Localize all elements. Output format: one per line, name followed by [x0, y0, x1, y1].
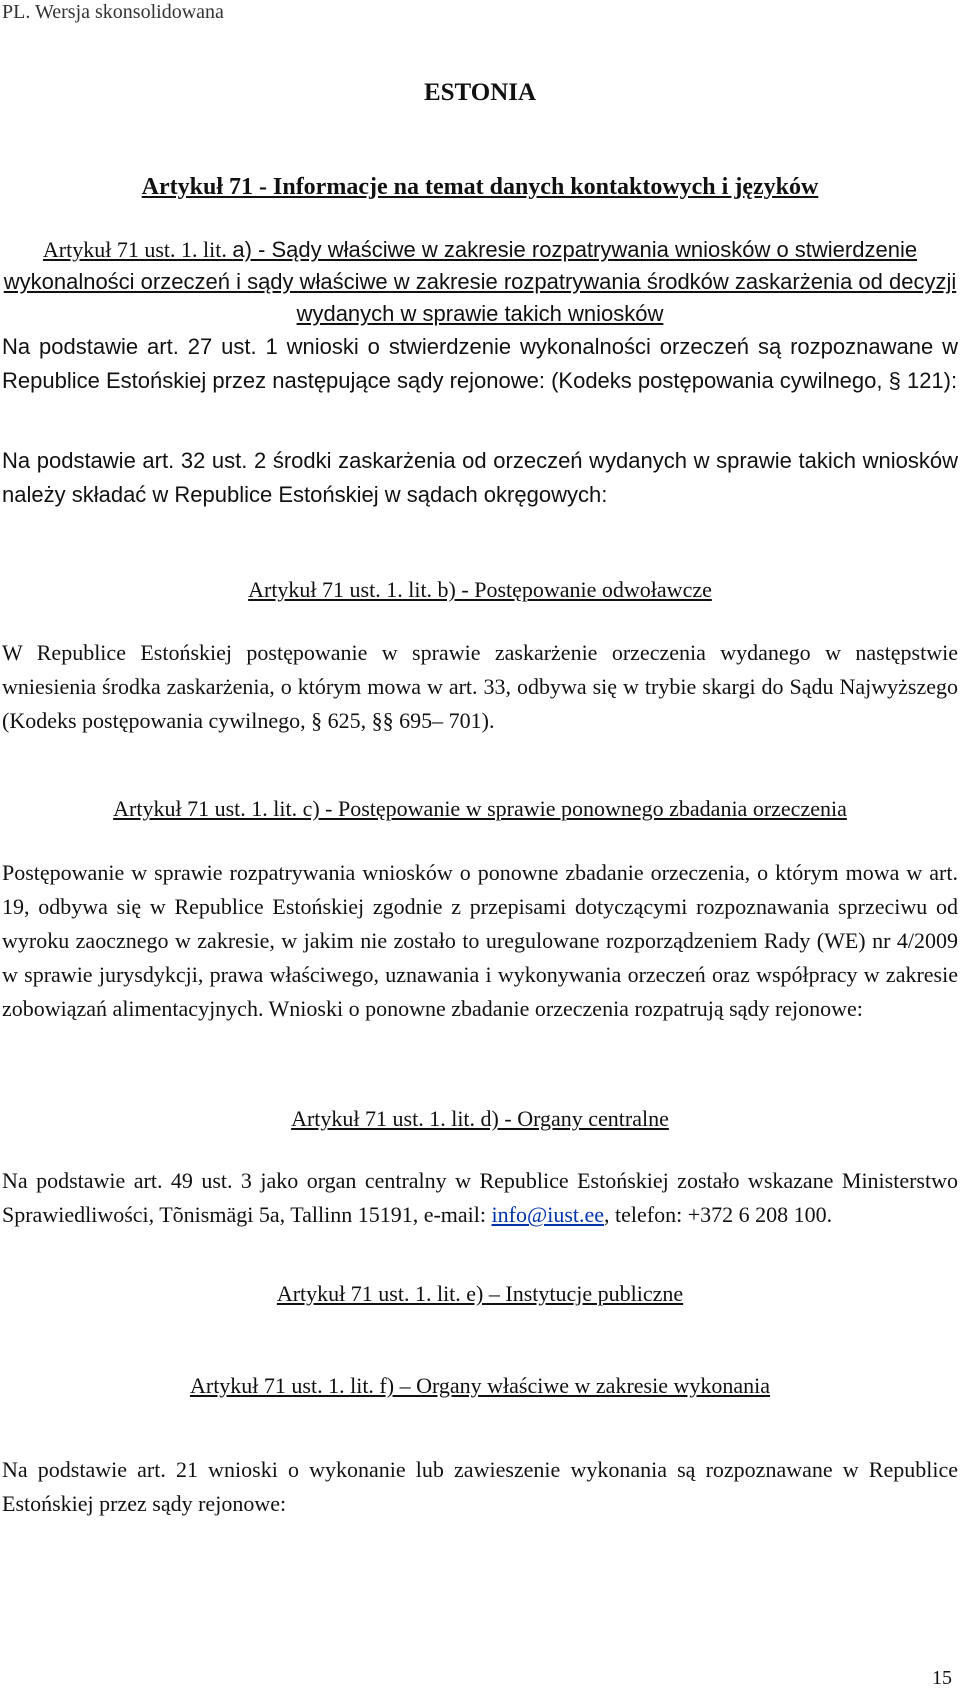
main-heading: Artykuł 71 - Informacje na temat danych kontaktowych i języków	[141, 174, 819, 200]
section-a-heading-rest: a) - Sądy właściwe w zakresie rozpatrywania wniosków o stwierdzenie wykonalności orzeczeń i sądy właściwe w zakresie rozpatrywania środków zaskarżenia od decyzji wydanych w sprawie takich wniosków	[3, 237, 957, 326]
section-d-paragraph	[2, 1164, 958, 1232]
section-d-text-after-email: , telefon: +372 6 208 100.	[604, 1202, 833, 1227]
section-f-heading: Artykuł 71 ust. 1. lit. f) – Organy właściwe w zakresie wykonania	[189, 1373, 770, 1398]
section-a-heading-prefix: Artykuł 71 ust. 1. lit.	[42, 237, 233, 262]
section-f-paragraph: Na podstawie art. 21 wnioski o wykonanie lub zawieszenie wykonania są rozpoznawane w Republice Estońskiej przez sądy rejonowe:	[2, 1457, 958, 1516]
section-d-heading: Artykuł 71 ust. 1. lit. d) - Organy centralne	[291, 1106, 669, 1131]
section-a-paragraph-1: Na podstawie art. 27 ust. 1 wnioski o stwierdzenie wykonalności orzeczeń są rozpoznawane w Republice Estońskiej przez następujące sądy rejonowe: (Kodeks postępowania cywilnego, § 121):	[2, 334, 958, 393]
section-b-heading: Artykuł 71 ust. 1. lit. b) - Postępowanie odwoławcze	[248, 577, 712, 602]
email-link[interactable]: info@iust.ee	[491, 1202, 605, 1227]
section-c-heading: Artykuł 71 ust. 1. lit. c) - Postępowanie w sprawie ponownego zbadania orzeczenia	[113, 796, 847, 821]
page-number: 15	[932, 1667, 952, 1689]
section-a-paragraph-2: Na podstawie art. 32 ust. 2 środki zaskarżenia od orzeczeń wydanych w sprawie takich wniosków należy składać w Republice Estońskiej w sądach okręgowych:	[2, 448, 958, 507]
section-e-heading: Artykuł 71 ust. 1. lit. e) – Instytucje publiczne	[276, 1281, 684, 1306]
country-title: ESTONIA	[423, 79, 537, 106]
section-d-text-before-email: Na podstawie art. 49 ust. 3 jako organ centralny w Republice Estońskiej zostało wskazane Ministerstwo Sprawiedliwości, Tõnismägi 5a, Tallinn 15191, e-mail:	[2, 1168, 958, 1227]
version-note: PL. Wersja skonsolidowana	[2, 1, 224, 23]
section-c-paragraph: Postępowanie w sprawie rozpatrywania wniosków o ponowne zbadanie orzeczenia, o którym mowa w art. 19, odbywa się w Republice Estońskiej zgodnie z przepisami dotyczącymi rozpoznawania sprzeciwu od wyroku zaocznego w zakresie, w jakim nie zostało to uregulowane rozporządzeniem Rady (WE) nr 4/2009 w sprawie jurysdykcji, prawa właściwego, uznawania i wykonywania orzeczeń oraz współpracy w zakresie zobowiązań alimentacyjnych. Wnioski o ponowne zbadanie orzeczenia rozpatrują sądy rejonowe:	[2, 860, 958, 1021]
section-b-paragraph: W Republice Estońskiej postępowanie w sprawie zaskarżenie orzeczenia wydanego w następstwie wniesienia środka zaskarżenia, o którym mowa w art. 33, odbywa się w trybie skargi do Sądu Najwyższego (Kodeks postępowania cywilnego, § 625, §§ 695– 701).	[2, 640, 958, 733]
section-a-heading	[0, 234, 960, 330]
